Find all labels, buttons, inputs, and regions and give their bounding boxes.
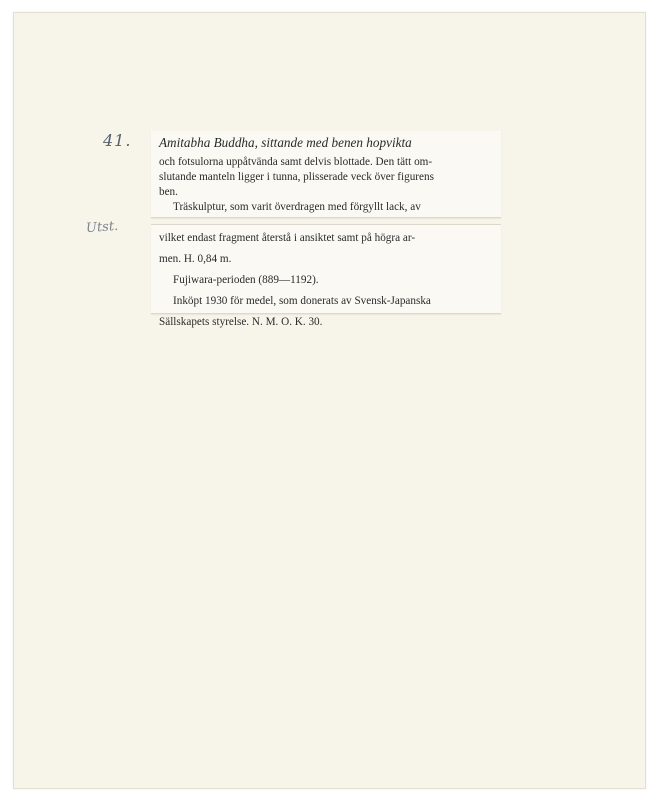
period-line: Fujiwara-perioden (889—1192). (173, 274, 319, 286)
mounting-card (13, 12, 646, 789)
entry-title: Amitabha Buddha, sittande med benen hopvikta (159, 135, 412, 150)
handwritten-annotation: Utst. (85, 218, 119, 237)
material-line-3: men. H. 0,84 m. (159, 253, 232, 265)
description-line-1: och fotsulorna uppåtvända samt delvis blottade. Den tätt om- (159, 156, 433, 168)
description-line-2: slutande manteln ligger i tunna, plisserade veck över figurens (159, 171, 434, 183)
material-line-2: vilket endast fragment återstå i ansiktet samt på högra ar- (159, 232, 416, 244)
material-line-1: Träskulptur, som varit överdragen med förgyllt lack, av (173, 201, 421, 213)
handwritten-catalog-number: 41. (103, 131, 132, 150)
acquisition-line-2: Sällskapets styrelse. N. M. O. K. 30. (159, 316, 323, 328)
clipping-top (151, 131, 501, 218)
description-line-3: ben. (159, 186, 178, 198)
clipping-bottom (151, 224, 501, 328)
acquisition-line-1: Inköpt 1930 för medel, som donerats av Svensk-Japanska (173, 295, 431, 307)
